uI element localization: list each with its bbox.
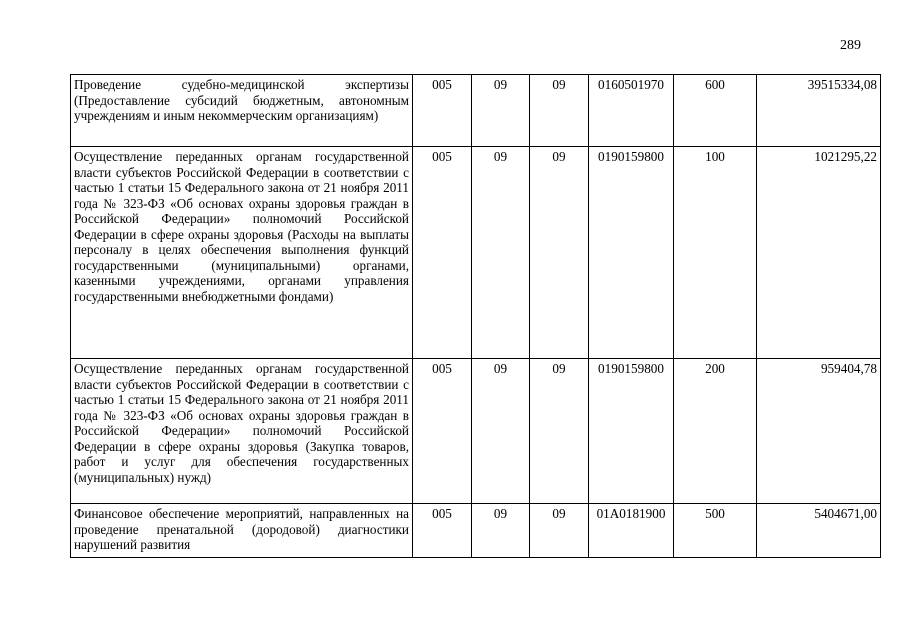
section-code: 09: [472, 75, 530, 147]
amount-value: 959404,78: [757, 359, 881, 504]
amount-value: 39515334,08: [757, 75, 881, 147]
section-code: 09: [472, 359, 530, 504]
expense-type-code: 500: [674, 504, 757, 558]
subsection-code: 09: [530, 75, 589, 147]
row-description: Осуществление переданных органам государственной власти субъектов Российской Федерации в соответствии с частью 1 статьи 15 Федерального закона от 21 ноября 2011 года № 323-ФЗ «Об основах охраны здоровья граждан в Российской Федерации» полномочий Российской Федерации в сфере охраны здоровья (Закупка товаров, работ и услуг для обеспечения государственных (муниципальных) нужд): [71, 359, 413, 504]
section-code: 09: [472, 504, 530, 558]
budget-table: [70, 74, 881, 558]
page-number: 289: [840, 38, 861, 53]
subsection-code: 09: [530, 147, 589, 359]
row-description: Осуществление переданных органам государственной власти субъектов Российской Федерации в соответствии с частью 1 статьи 15 Федерального закона от 21 ноября 2011 года № 323-ФЗ «Об основах охраны здоровья граждан в Российской Федерации» полномочий Российской Федерации в сфере охраны здоровья (Расходы на выплаты персоналу в целях обеспечения выполнения функций государственными (муниципальными) органами, казенными учреждениями, органами управления государственными внебюджетными фондами): [71, 147, 413, 359]
target-article-code: 01А0181900: [589, 504, 674, 558]
amount-value: 5404671,00: [757, 504, 881, 558]
ministry-code: 005: [413, 504, 472, 558]
expense-type-code: 100: [674, 147, 757, 359]
row-description: Проведение судебно-медицинской экспертизы (Предоставление субсидий бюджетным, автономным учреждениям и иным некоммерческим организациям): [71, 75, 413, 147]
target-article-code: 0190159800: [589, 147, 674, 359]
amount-value: 1021295,22: [757, 147, 881, 359]
ministry-code: 005: [413, 359, 472, 504]
table-row: [71, 359, 881, 504]
expense-type-code: 200: [674, 359, 757, 504]
table-row: [71, 75, 881, 147]
row-description-cell: [71, 504, 413, 558]
target-article-code: 0160501970: [589, 75, 674, 147]
ministry-code: 005: [413, 75, 472, 147]
expense-type-code: 600: [674, 75, 757, 147]
row-description: Финансовое обеспечение мероприятий, направленных на проведение пренатальной (дородовой) диагностики нарушений развития: [74, 506, 409, 552]
table-row: [71, 147, 881, 359]
table-row: [71, 504, 881, 558]
ministry-code: 005: [413, 147, 472, 359]
target-article-code: 0190159800: [589, 359, 674, 504]
subsection-code: 09: [530, 504, 589, 558]
subsection-code: 09: [530, 359, 589, 504]
section-code: 09: [472, 147, 530, 359]
